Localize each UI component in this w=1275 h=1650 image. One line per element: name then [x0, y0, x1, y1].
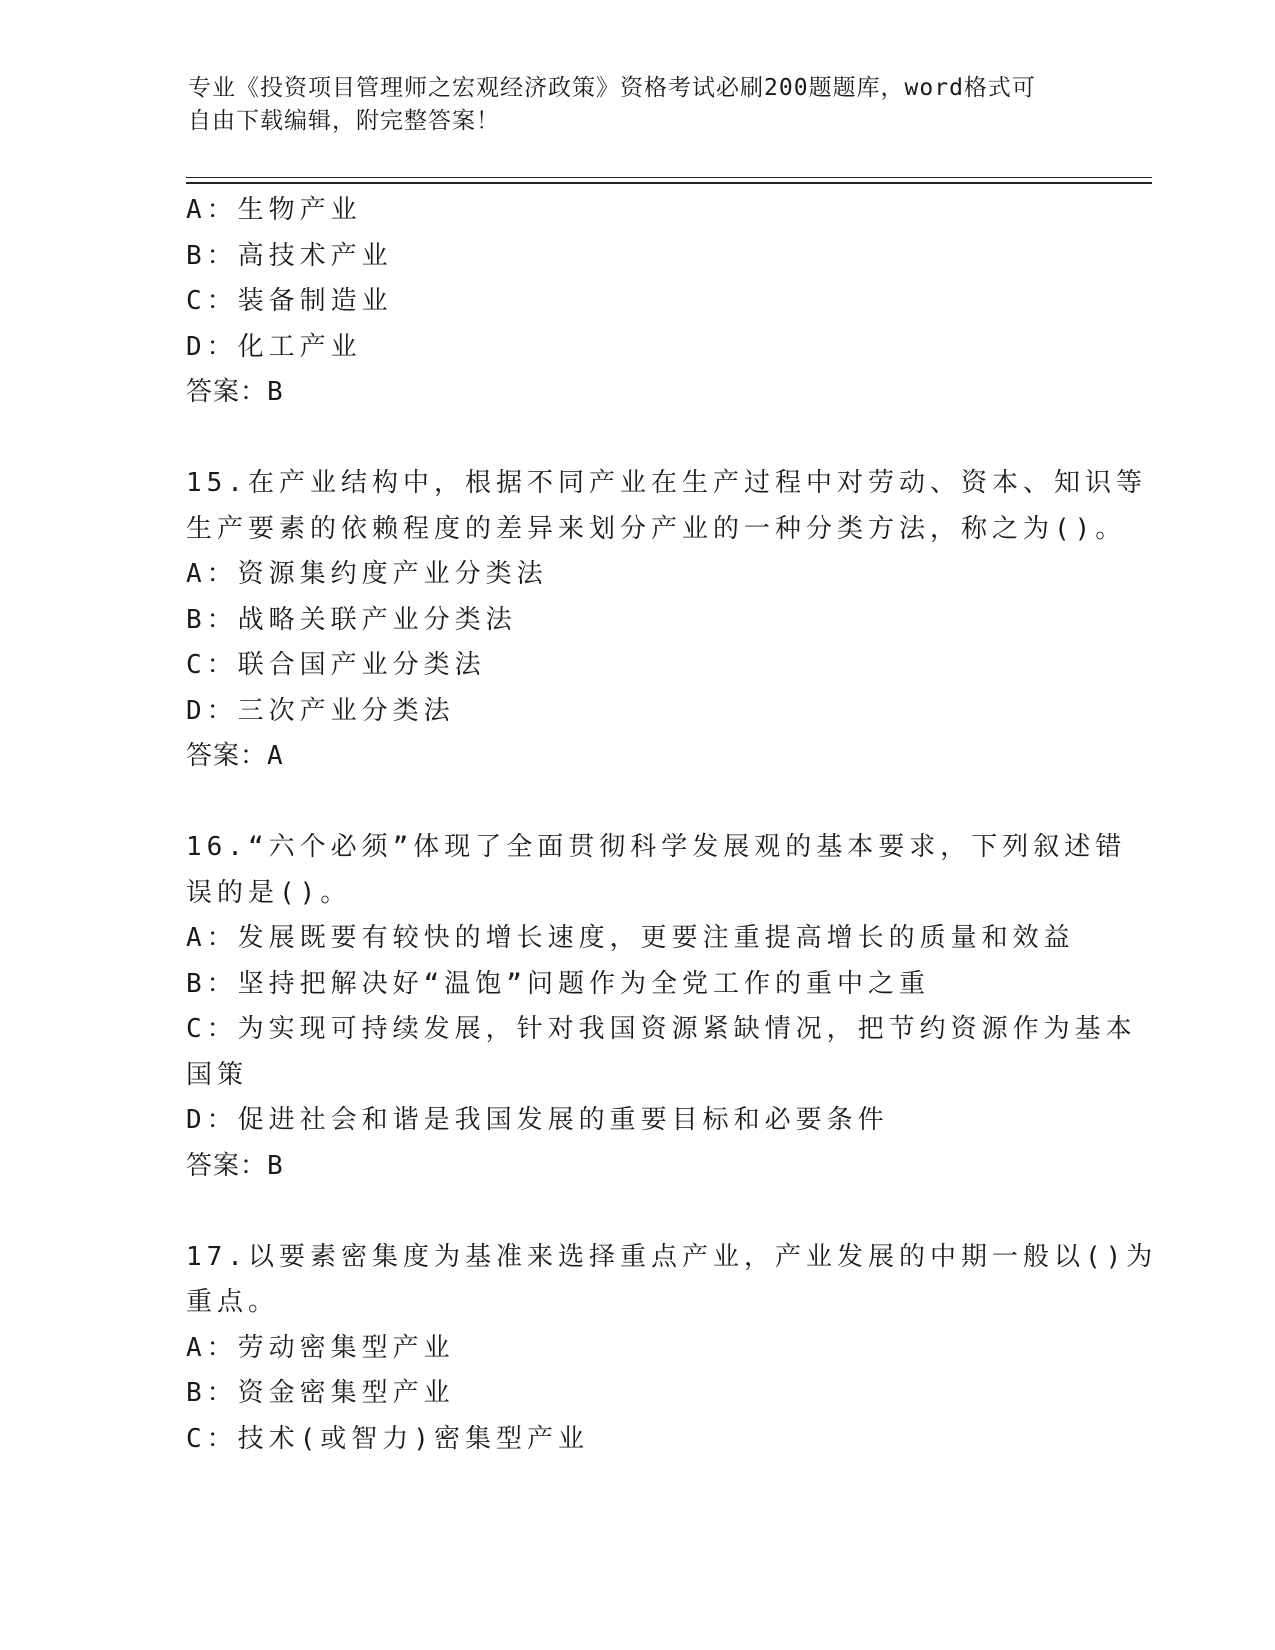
question-stem-line-2: 重点。	[186, 1287, 280, 1317]
answer: 答案：B	[186, 1150, 284, 1181]
option-b: B：战略关联产业分类法	[186, 604, 517, 635]
header-line-1: 专业《投资项目管理师之宏观经济政策》资格考试必刷200题题库，word格式可	[188, 75, 1036, 101]
option-c: C：装备制造业	[186, 286, 393, 316]
question-15	[186, 461, 1147, 780]
option-a: A：劳动密集型产业	[186, 1332, 455, 1363]
question-list	[186, 188, 1158, 1462]
header-line-2: 自由下载编辑，附完整答案！	[188, 108, 500, 134]
question-14	[186, 188, 1086, 416]
option-b: B：坚持把解决好“温饱”问题作为全党工作的重中之重	[186, 968, 930, 999]
option-b: B：高技术产业	[186, 240, 393, 271]
option-a: A：生物产业	[186, 195, 362, 225]
question-stem-line-2: 生产要素的依赖程度的差异来划分产业的一种分类方法，称之为()。	[186, 513, 1127, 544]
question-16	[186, 825, 1137, 1189]
question-stem-line-2: 误的是()。	[186, 877, 352, 908]
option-c-continued: 国策	[186, 1059, 249, 1090]
answer: 答案：B	[186, 377, 284, 407]
answer: 答案：A	[186, 741, 284, 771]
question-stem-line-1: 17.以要素密集度为基准来选择重点产业，产业发展的中期一般以()为	[186, 1241, 1158, 1272]
document-header	[188, 72, 1068, 138]
option-a: A：资源集约度产业分类法	[186, 559, 548, 589]
option-c: C：为实现可持续发展，针对我国资源紧缺情况，把节约资源作为基本	[186, 1014, 1137, 1044]
option-a: A：发展既要有较快的增长速度，更要注重提高增长的质量和效益	[186, 923, 1075, 953]
option-b: B：资金密集型产业	[186, 1378, 455, 1408]
option-d: D：三次产业分类法	[186, 695, 455, 726]
option-d: D：促进社会和谐是我国发展的重要目标和必要条件	[186, 1105, 889, 1135]
option-d: D：化工产业	[186, 331, 362, 362]
question-stem-line-1: 16.“六个必须”体现了全面贯彻科学发展观的基本要求，下列叙述错	[186, 832, 1127, 862]
option-c: C：技术(或智力)密集型产业	[186, 1423, 589, 1454]
question-17	[186, 1235, 1158, 1463]
question-stem-line-1: 15.在产业结构中，根据不同产业在生产过程中对劳动、资本、知识等	[186, 468, 1147, 498]
option-c: C：联合国产业分类法	[186, 650, 486, 680]
header-divider-thin	[186, 177, 1152, 178]
header-divider-thick	[186, 182, 1152, 184]
